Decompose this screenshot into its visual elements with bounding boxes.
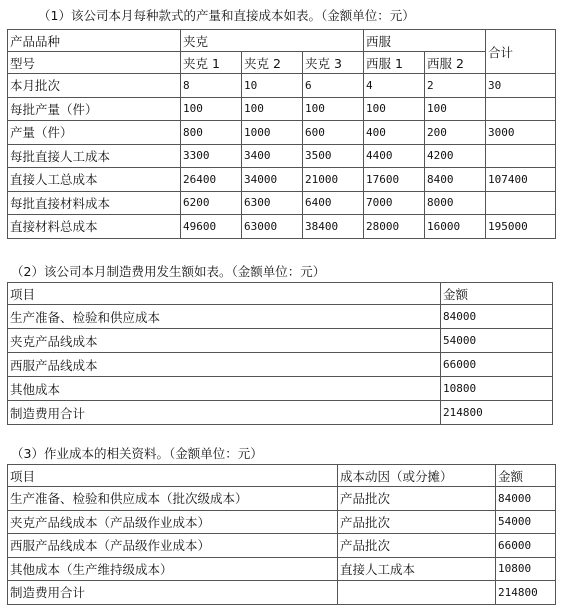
row-label: 其他成本 — [8, 377, 441, 401]
row-label: 产量（件） — [8, 121, 181, 145]
value-cell: 4 — [364, 74, 425, 98]
table-overhead — [7, 282, 553, 425]
value-cell: 4200 — [425, 144, 486, 168]
header-driver: 成本动因（或分摊） — [338, 465, 496, 487]
amount-cell: 214800 — [496, 581, 556, 605]
value-cell: 1000 — [242, 121, 303, 145]
amount-cell: 84000 — [441, 305, 553, 329]
table-row — [8, 168, 556, 192]
value-cell: 38400 — [303, 215, 364, 239]
table-row — [8, 144, 556, 168]
caption-table3: （3）作业成本的相关资料。（金额单位：元） — [11, 446, 263, 461]
header-product: 产品品种 — [8, 30, 181, 52]
value-cell: 16000 — [425, 215, 486, 239]
total-cell — [486, 97, 556, 121]
model-cell: 西服 1 — [364, 52, 425, 74]
value-cell: 800 — [181, 121, 242, 145]
row-label: 每批直接人工成本 — [8, 144, 181, 168]
value-cell: 100 — [242, 97, 303, 121]
amount-cell: 66000 — [496, 534, 556, 558]
header-amount: 金额 — [441, 283, 553, 305]
table-row — [8, 377, 553, 401]
value-cell: 100 — [303, 97, 364, 121]
table-production-costs — [7, 29, 556, 239]
row-label: 每批直接材料成本 — [8, 191, 181, 215]
value-cell: 6300 — [242, 191, 303, 215]
row-label: 西服产品线成本（产品级作业成本） — [8, 534, 338, 558]
row-label: 其他成本（生产维持级成本） — [8, 557, 338, 581]
header-total: 合计 — [486, 30, 556, 74]
total-cell: 30 — [486, 74, 556, 98]
table-row — [8, 534, 556, 558]
table-row — [8, 191, 556, 215]
amount-cell: 10800 — [496, 557, 556, 581]
header-jacket: 夹克 — [181, 30, 364, 52]
value-cell: 6400 — [303, 191, 364, 215]
driver-cell: 产品批次 — [338, 510, 496, 534]
amount-cell: 10800 — [441, 377, 553, 401]
model-cell: 夹克 2 — [242, 52, 303, 74]
value-cell: 4400 — [364, 144, 425, 168]
value-cell: 8000 — [425, 191, 486, 215]
value-cell: 100 — [425, 97, 486, 121]
row-label: 生产准备、检验和供应成本 — [8, 305, 441, 329]
value-cell: 200 — [425, 121, 486, 145]
header-model: 型号 — [8, 52, 181, 74]
value-cell: 21000 — [303, 168, 364, 192]
row-label: 制造费用合计 — [8, 581, 338, 605]
value-cell: 8400 — [425, 168, 486, 192]
table-row — [8, 510, 556, 534]
value-cell: 3400 — [242, 144, 303, 168]
value-cell: 63000 — [242, 215, 303, 239]
total-cell — [486, 144, 556, 168]
amount-cell: 214800 — [441, 401, 553, 425]
value-cell: 26400 — [181, 168, 242, 192]
value-cell: 100 — [181, 97, 242, 121]
total-cell: 3000 — [486, 121, 556, 145]
total-cell: 107400 — [486, 168, 556, 192]
value-cell: 400 — [364, 121, 425, 145]
value-cell: 28000 — [364, 215, 425, 239]
driver-cell: 直接人工成本 — [338, 557, 496, 581]
table-row — [8, 401, 553, 425]
value-cell: 600 — [303, 121, 364, 145]
header-amount: 金额 — [496, 465, 556, 487]
value-cell: 8 — [181, 74, 242, 98]
caption-table1: （1）该公司本月每种款式的产量和直接成本如表。（金额单位：元） — [38, 8, 415, 23]
row-label: 直接材料总成本 — [8, 215, 181, 239]
header-item: 项目 — [8, 283, 441, 305]
header-suit: 西服 — [364, 30, 486, 52]
driver-cell — [338, 581, 496, 605]
amount-cell: 84000 — [496, 487, 556, 511]
row-label: 每批产量（件） — [8, 97, 181, 121]
table-row — [8, 305, 553, 329]
value-cell: 17600 — [364, 168, 425, 192]
value-cell: 10 — [242, 74, 303, 98]
table-row — [8, 74, 556, 98]
model-cell: 夹克 3 — [303, 52, 364, 74]
amount-cell: 66000 — [441, 353, 553, 377]
table-row — [8, 487, 556, 511]
value-cell: 100 — [364, 97, 425, 121]
row-label: 生产准备、检验和供应成本（批次级成本） — [8, 487, 338, 511]
header-item: 项目 — [8, 465, 338, 487]
table-row — [8, 581, 556, 605]
total-cell — [486, 191, 556, 215]
table-row — [8, 557, 556, 581]
table-row — [8, 353, 553, 377]
value-cell: 3500 — [303, 144, 364, 168]
value-cell: 6200 — [181, 191, 242, 215]
caption-table2: （2）该公司本月制造费用发生额如表。（金额单位：元） — [11, 264, 326, 279]
row-label: 夹克产品线成本（产品级作业成本） — [8, 510, 338, 534]
amount-cell: 54000 — [496, 510, 556, 534]
table-activity-costs — [7, 464, 556, 605]
value-cell: 6 — [303, 74, 364, 98]
value-cell: 49600 — [181, 215, 242, 239]
driver-cell: 产品批次 — [338, 534, 496, 558]
value-cell: 34000 — [242, 168, 303, 192]
table-row — [8, 215, 556, 239]
table-row — [8, 329, 553, 353]
value-cell: 2 — [425, 74, 486, 98]
value-cell: 3300 — [181, 144, 242, 168]
model-cell: 西服 2 — [425, 52, 486, 74]
table-row — [8, 121, 556, 145]
row-label: 制造费用合计 — [8, 401, 441, 425]
model-cell: 夹克 1 — [181, 52, 242, 74]
total-cell: 195000 — [486, 215, 556, 239]
row-label: 西服产品线成本 — [8, 353, 441, 377]
driver-cell: 产品批次 — [338, 487, 496, 511]
table-row — [8, 97, 556, 121]
value-cell: 7000 — [364, 191, 425, 215]
amount-cell: 54000 — [441, 329, 553, 353]
row-label: 直接人工总成本 — [8, 168, 181, 192]
row-label: 夹克产品线成本 — [8, 329, 441, 353]
row-label: 本月批次 — [8, 74, 181, 98]
